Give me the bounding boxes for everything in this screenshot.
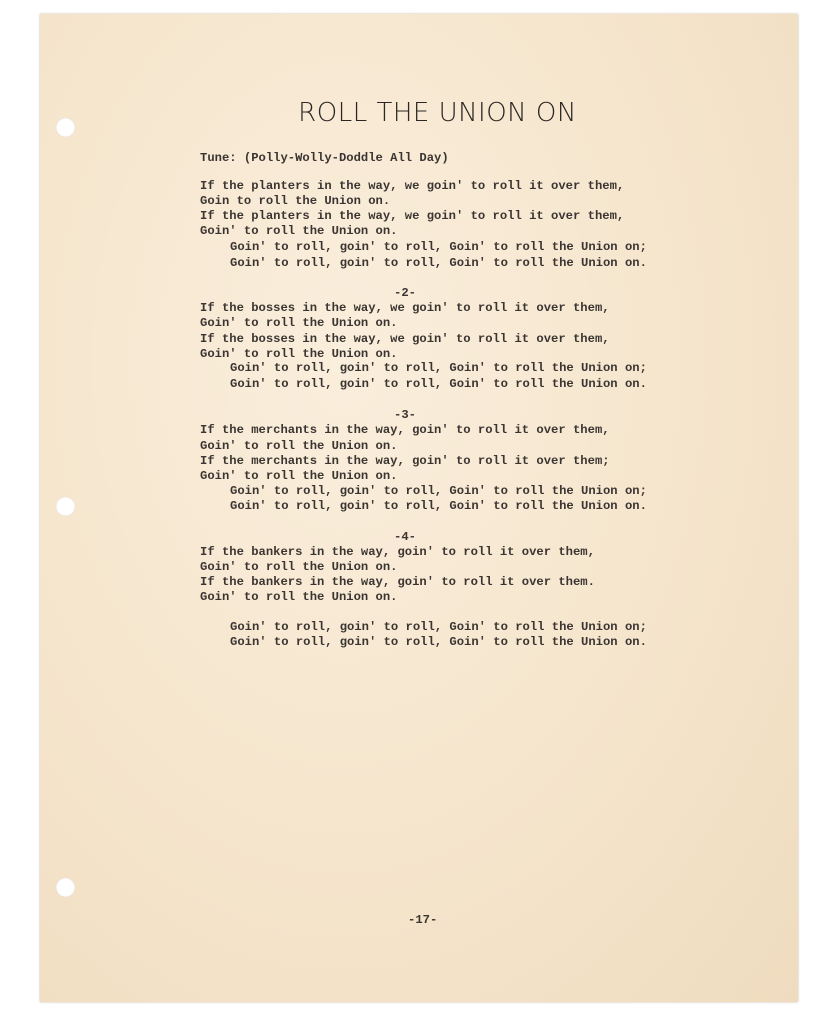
song-title: ROLL THE UNION ON (298, 98, 577, 128)
verse-3-line-4: Goin' to roll the Union on. (200, 469, 398, 483)
punch-hole (56, 118, 75, 137)
verse-2-line-3: If the bosses in the way, we goin' to roll it over them, (200, 332, 610, 346)
punch-hole (56, 497, 75, 516)
verse-1-line-1: If the planters in the way, we goin' to roll it over them, (200, 179, 625, 193)
verse-2-line-4: Goin' to roll the Union on. (200, 347, 398, 361)
verse-4-line-3: If the bankers in the way, goin' to roll it over them. (200, 575, 595, 589)
verse-1-chorus-2: Goin' to roll, goin' to roll, Goin' to roll the Union on. (230, 256, 647, 270)
verse-4-number: -4- (394, 530, 416, 544)
verse-2-chorus-1: Goin' to roll, goin' to roll, Goin' to roll the Union on; (230, 361, 647, 375)
verse-3-line-1: If the merchants in the way, goin' to roll it over them, (200, 423, 610, 437)
verse-1-line-4: Goin' to roll the Union on. (200, 224, 398, 238)
verse-3-chorus-2: Goin' to roll, goin' to roll, Goin' to roll the Union on. (230, 499, 647, 513)
page-number: -17- (408, 913, 438, 927)
verse-3-number: -3- (394, 408, 416, 422)
verse-4-line-4: Goin' to roll the Union on. (200, 590, 398, 604)
typewritten-page (40, 14, 798, 1002)
verse-2-line-2: Goin' to roll the Union on. (200, 316, 398, 330)
verse-1-line-3: If the planters in the way, we goin' to roll it over them, (200, 209, 625, 223)
verse-3-line-3: If the merchants in the way, goin' to roll it over them; (200, 454, 610, 468)
tune-line: Tune: (Polly-Wolly-Doddle All Day) (200, 151, 449, 165)
punch-hole (56, 878, 75, 897)
verse-3-chorus-1: Goin' to roll, goin' to roll, Goin' to roll the Union on; (230, 484, 647, 498)
verse-4-chorus-1: Goin' to roll, goin' to roll, Goin' to roll the Union on; (230, 620, 647, 634)
verse-3-line-2: Goin' to roll the Union on. (200, 439, 398, 453)
verse-2-number: -2- (394, 286, 416, 300)
verse-1-chorus-1: Goin' to roll, goin' to roll, Goin' to roll the Union on; (230, 240, 647, 254)
verse-4-line-1: If the bankers in the way, goin' to roll it over them, (200, 545, 595, 559)
verse-4-chorus-2: Goin' to roll, goin' to roll, Goin' to roll the Union on. (230, 635, 647, 649)
verse-2-line-1: If the bosses in the way, we goin' to roll it over them, (200, 301, 610, 315)
verse-1-line-2: Goin to roll the Union on. (200, 194, 391, 208)
verse-2-chorus-2: Goin' to roll, goin' to roll, Goin' to roll the Union on. (230, 377, 647, 391)
verse-4-line-2: Goin' to roll the Union on. (200, 560, 398, 574)
